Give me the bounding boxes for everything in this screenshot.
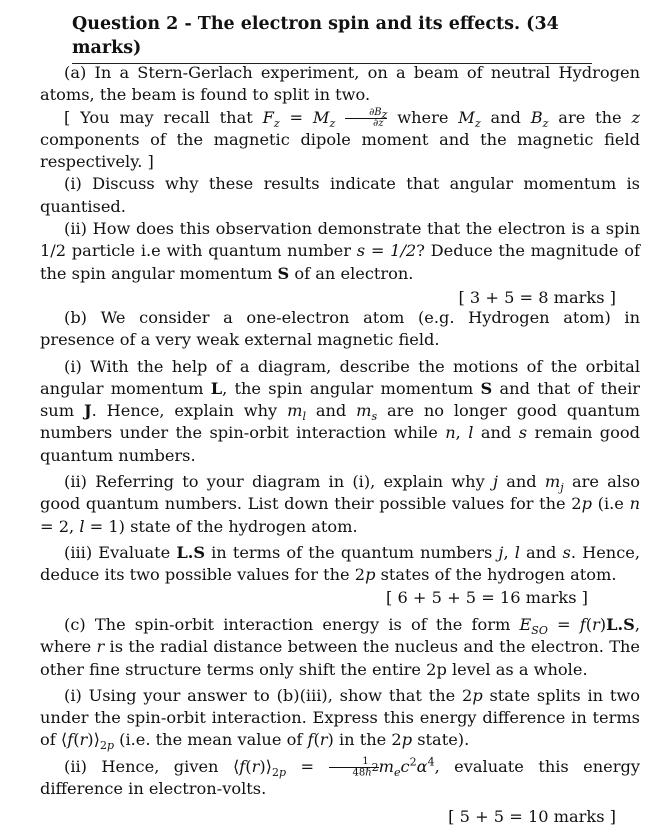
part-b	[40, 307, 640, 609]
one-over-48hbar2-fraction: $\frac{1}{48\hbar^2}$	[329, 757, 379, 778]
part-c-ii: (ii) Hence, given $⟨f(r)⟩_{2p}$ = $\frac{1}{48\hbar^2}$ $m_ec^2\alpha^4$, evaluate this energy difference in electron-volts.	[40, 755, 641, 799]
part-c-intro: (c) The spin-orbit interaction energy is of the form $E_{SO} = f(r)L.S$, where r is the radial distance between the nucleus and the electron. The other fine structure terms only shift the entire 2p level as a whole.	[40, 615, 640, 679]
part-a-i: (i) Discuss why these results indicate that angular momentum is quantised.	[40, 174, 640, 216]
part-b-iii: (iii) Evaluate L.S in terms of the quantum numbers j, l and s. Hence, deduce its two possible values for the 2p states of the hydrogen atom.	[40, 542, 640, 585]
part-b-ii: (ii) Referring to your diagram in (i), explain why j and $m_j$ are also good quantum numbers. List down their possible values for the 2p (i.e n = 2, l = 1) state of the hydrogen atom.	[40, 472, 641, 536]
question-title: Question 2 - The electron spin and its effects. (34 marks)	[72, 12, 592, 64]
part-a	[40, 62, 640, 309]
part-a-intro: (a) In a Stern-Gerlach experiment, on a beam of neutral Hydrogen atoms, the beam is found to split in two.	[40, 63, 640, 105]
dB-dz-fraction: $\frac{\partial B_z}{\partial z}$	[345, 108, 387, 129]
part-a-ii: (ii) How does this observation demonstrate that the electron is a spin 1/2 particle i.e with quantum number s = 1/2? Deduce the magnitude of the spin angular momentum S of an electron.	[40, 219, 641, 283]
part-c-i: (i) Using your answer to (b)(iii), show that the 2p state splits in two under the spin-orbit interaction. Express this energy difference in terms of $⟨f(r)⟩_{2p}$ (i.e. the mean value of f(r) in the 2p state).	[40, 685, 640, 753]
part-a-recall: [ You may recall that $F_z = M_z$ $\frac{\partial B_z}{\partial z}$ where $M_z$ and $B_z$ are the z components of the magnetic dipole moment and the magnetic field respectively. ]	[40, 106, 640, 172]
part-a-marks: [ 3 + 5 = 8 marks ]	[458, 287, 616, 307]
part-c	[40, 614, 640, 829]
part-c-marks: [ 5 + 5 = 10 marks ]	[448, 807, 616, 827]
part-b-i: (i) With the help of a diagram, describe the motions of the orbital angular momentum L, the spin angular momentum S and that of their sum J. Hence, explain why $m_l$ and $m_s$ are no longer good quantum numbers under the spin-orbit interaction while n, l and s remain good quantum numbers.	[40, 356, 641, 465]
part-b-intro: (b) We consider a one-electron atom (e.g. Hydrogen atom) in presence of a very weak external magnetic field.	[40, 308, 640, 350]
part-b-marks: [ 6 + 5 + 5 = 16 marks ]	[386, 587, 588, 607]
